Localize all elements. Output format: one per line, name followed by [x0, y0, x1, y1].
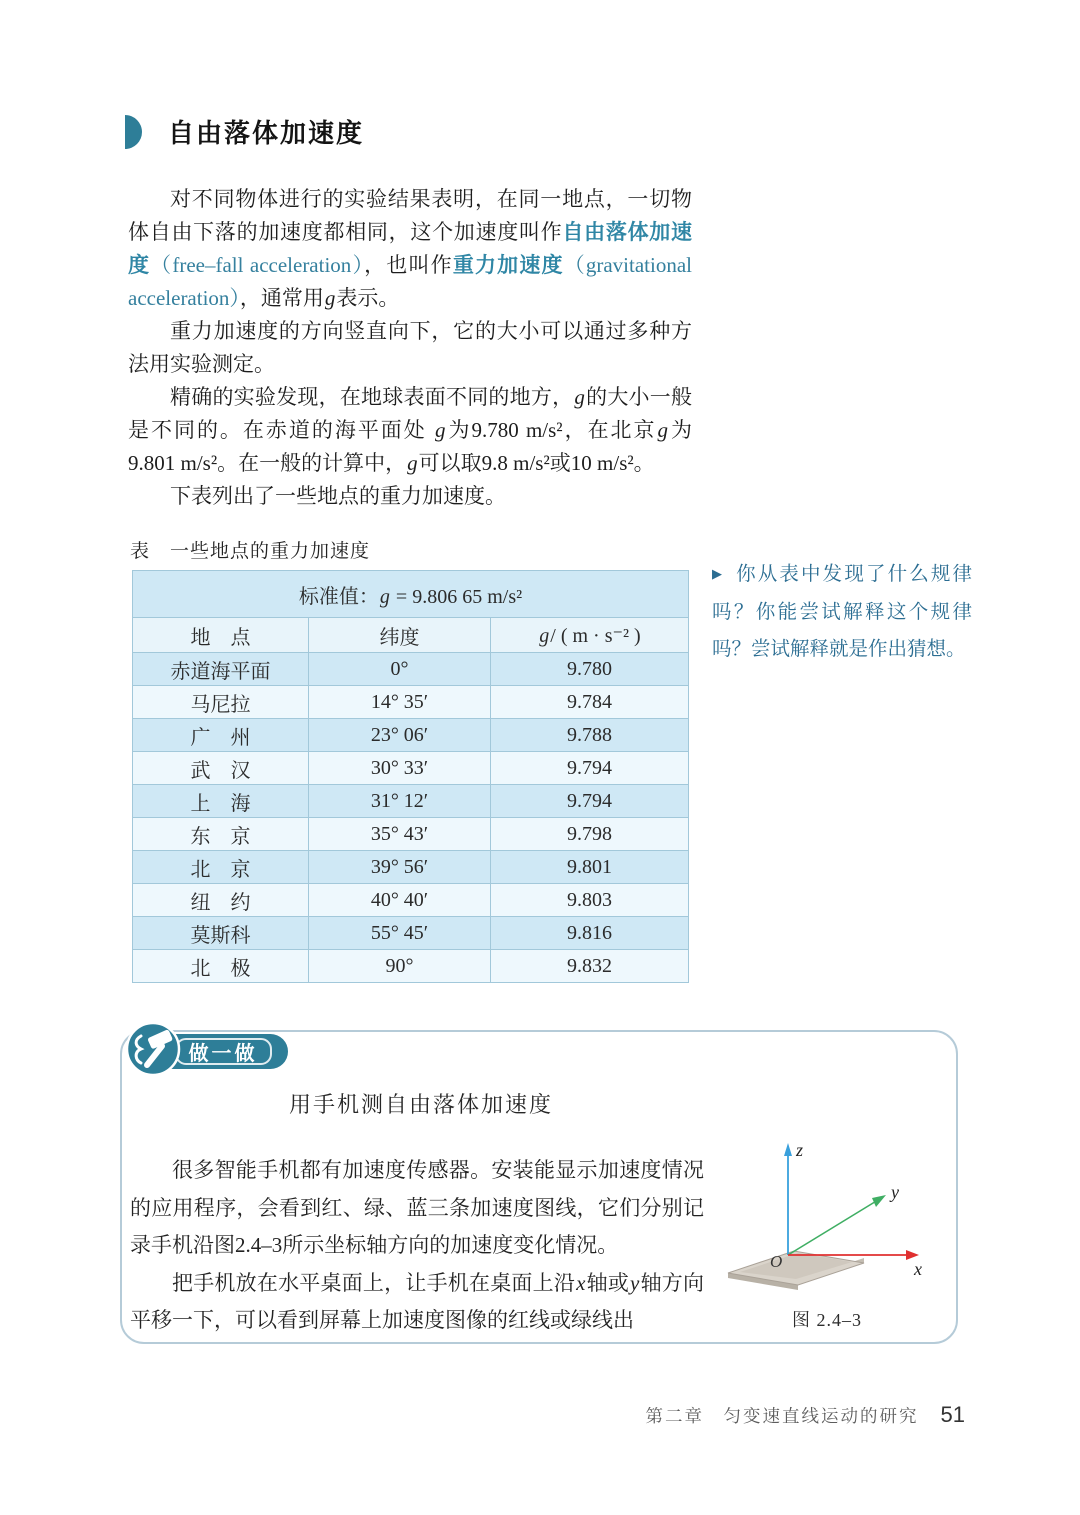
table-row [133, 884, 689, 917]
table-cell: 39° 56′ [309, 851, 491, 884]
table-cell: 9.794 [491, 752, 689, 785]
margin-note [712, 556, 972, 668]
column-header-location: 地 点 [133, 618, 309, 653]
main-text-column [128, 183, 692, 513]
table-cell: 14° 35′ [309, 686, 491, 719]
activity-badge-label: 做一做 [175, 1038, 272, 1065]
chapter-title: 第二章 匀变速直线运动的研究 [645, 1406, 919, 1426]
table-header-row [133, 618, 689, 653]
table-cell: 55° 45′ [309, 917, 491, 950]
page-footer [646, 1402, 965, 1428]
table-cell: 北 京 [133, 851, 309, 884]
table-cell: 30° 33′ [309, 752, 491, 785]
section-title: 自由落体加速度 [168, 118, 365, 148]
activity-badge [122, 1020, 422, 1090]
activity-heading: 用手机测自由落体加速度 [289, 1092, 554, 1117]
table-row [133, 818, 689, 851]
origin-label: O [770, 1252, 783, 1271]
z-axis-label: z [796, 1140, 804, 1160]
paragraph: 很多智能手机都有加速度传感器。安装能显示加速度情况的应用程序，会看到红、绿、蓝三条加速度图线，它们分别记录手机沿图2.4–3所示坐标轴方向的加速度变化情况。 [130, 1158, 704, 1257]
table-cell: 9.832 [491, 950, 689, 983]
column-header-latitude: 纬度 [309, 618, 491, 653]
table-cell: 9.816 [491, 917, 689, 950]
x-axis-label: x [914, 1259, 922, 1279]
table-cell: 广 州 [133, 719, 309, 752]
table-row [133, 851, 689, 884]
table-row [133, 686, 689, 719]
paragraph: 精确的实验发现，在地球表面不同的地方，g的大小一般是不同的。在赤道的海平面处 g为9.780 m/s²，在北京g为9.801 m/s²。在一般的计算中，g可以取9.8 m/s²或10 m/s²。 [128, 385, 693, 475]
column-header-g: g/ ( m · s⁻² ) [491, 618, 689, 653]
table-cell: 9.780 [491, 653, 689, 686]
gravity-table [132, 570, 689, 983]
table-row [133, 785, 689, 818]
table-cell: 90° [309, 950, 491, 983]
table-cell: 9.784 [491, 686, 689, 719]
table-cell: 赤道海平面 [133, 653, 309, 686]
table-cell: 武 汉 [133, 752, 309, 785]
activity-text [130, 1152, 704, 1340]
activity-box [120, 1030, 958, 1344]
table-row [133, 653, 689, 686]
table-cell: 23° 06′ [309, 719, 491, 752]
table-cell: 北 极 [133, 950, 309, 983]
page-number: 51 [940, 1402, 965, 1427]
table-cell: 纽 约 [133, 884, 309, 917]
paragraph: 重力加速度的方向竖直向下，它的大小可以通过多种方法用实验测定。 [128, 319, 692, 376]
table-cell: 东 京 [133, 818, 309, 851]
table-row [133, 752, 689, 785]
hammer-icon [124, 1020, 182, 1078]
standard-value: 标准值：g = 9.806 65 m/s² [133, 571, 689, 618]
figure-caption: 图 2.4–3 [792, 1310, 862, 1330]
table-cell: 马尼拉 [133, 686, 309, 719]
section-marker-icon [125, 115, 142, 149]
table-cell: 9.788 [491, 719, 689, 752]
paragraph: 下表列出了一些地点的重力加速度。 [170, 484, 506, 508]
margin-note-text: 你从表中发现了什么规律吗？你能尝试解释这个规律吗？尝试解释就是作出猜想。 [712, 564, 972, 660]
table-row [133, 719, 689, 752]
table-cell: 9.801 [491, 851, 689, 884]
phone-illustration [728, 1251, 864, 1290]
table-cell: 35° 43′ [309, 818, 491, 851]
table-cell: 上 海 [133, 785, 309, 818]
table-cell: 31° 12′ [309, 785, 491, 818]
coordinate-axes-figure [710, 1130, 950, 1335]
table-cell: 9.794 [491, 785, 689, 818]
triangle-bullet-icon: ▶ [712, 566, 725, 581]
table-standard-value-row [133, 571, 689, 618]
table-caption: 表 一些地点的重力加速度 [130, 541, 371, 562]
table-cell: 9.803 [491, 884, 689, 917]
table-cell: 0° [309, 653, 491, 686]
table-cell: 莫斯科 [133, 917, 309, 950]
table-row [133, 950, 689, 983]
table-cell: 40° 40′ [309, 884, 491, 917]
table-cell: 9.798 [491, 818, 689, 851]
table-row [133, 917, 689, 950]
y-axis-label: y [891, 1182, 899, 1202]
paragraph: 把手机放在水平桌面上，让手机在桌面上沿x轴或y轴方向平移一下，可以看到屏幕上加速度图像的红线或绿线出 [130, 1270, 705, 1332]
paragraph: 对不同物体进行的实验结果表明，在同一地点，一切物体自由下落的加速度都相同，这个加速度叫作自由落体加速度（free–fall acceleration），也叫作重力加速度（gravitational acceleration），通常用g表示。 [128, 187, 693, 310]
section-header [125, 113, 364, 150]
